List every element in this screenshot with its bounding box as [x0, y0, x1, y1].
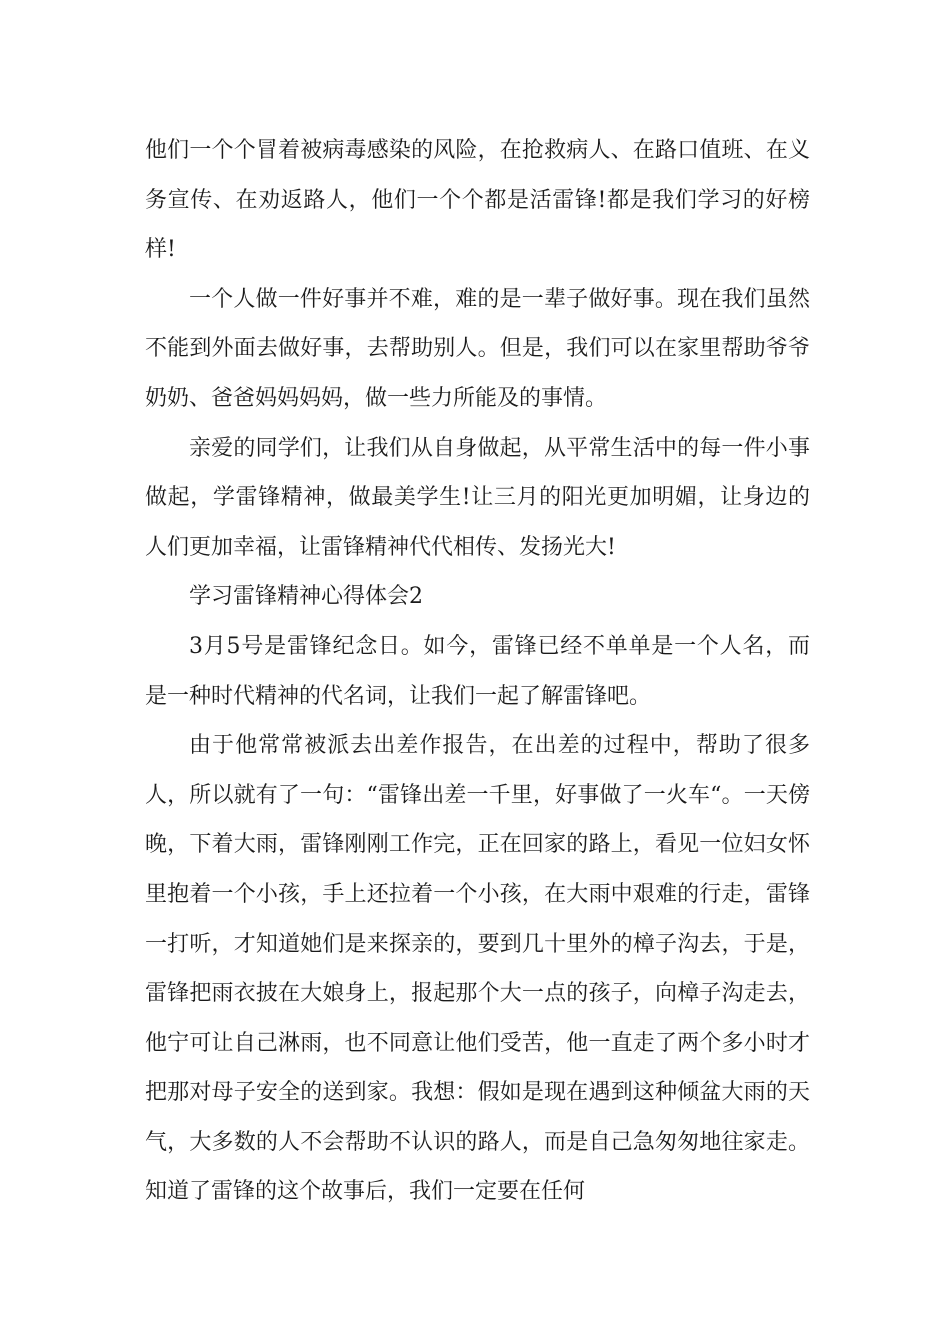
paragraph-1: 他们一个个冒着被病毒感染的风险，在抢救病人、在路口值班、在义务宣传、在劝返路人，他们一个个都是活雷锋!都是我们学习的好榜样!	[145, 138, 810, 263]
paragraph-3: 亲爱的同学们，让我们从自身做起，从平常生活中的每一件小事做起，学雷锋精神，做最美学生!让三月的阳光更加明媚，让身边的人们更加幸福，让雷锋精神代代相传、发扬光大!	[145, 435, 810, 560]
section-heading: 学习雷锋精神心得体会2	[189, 584, 423, 610]
paragraph-4: 3月5号是雷锋纪念日。如今，雷锋已经不单单是一个人名，而是一种时代精神的代名词，让我们一起了解雷锋吧。	[145, 633, 810, 709]
paragraph-2: 一个人做一件好事并不难，难的是一辈子做好事。现在我们虽然不能到外面去做好事，去帮助别人。但是，我们可以在家里帮助爷爷奶奶、爸爸妈妈妈妈，做一些力所能及的事情。	[145, 286, 810, 411]
paragraph-5: 由于他常常被派去出差作报告，在出差的过程中，帮助了很多人，所以就有了一句：“雷锋出差一千里，好事做了一火车“。一天傍晚，下着大雨，雷锋刚刚工作完，正在回家的路上，看见一位妇女怀里抱着一个小孩，手上还拉着一个小孩，在大雨中艰难的行走，雷锋一打听，才知道她们是来探亲的，要到几十里外的樟子沟去，于是，雷锋把雨衣披在大娘身上，报起那个大一点的孩子，向樟子沟走去，他宁可让自己淋雨，也不同意让他们受苦，他一直走了两个多小时才把那对母子安全的送到家。我想：假如是现在遇到这种倾盆大雨的天气，大多数的人不会帮助不认识的路人，而是自己急匆匆地往家走。知道了雷锋的这个故事后，我们一定要在任何	[145, 733, 810, 1205]
